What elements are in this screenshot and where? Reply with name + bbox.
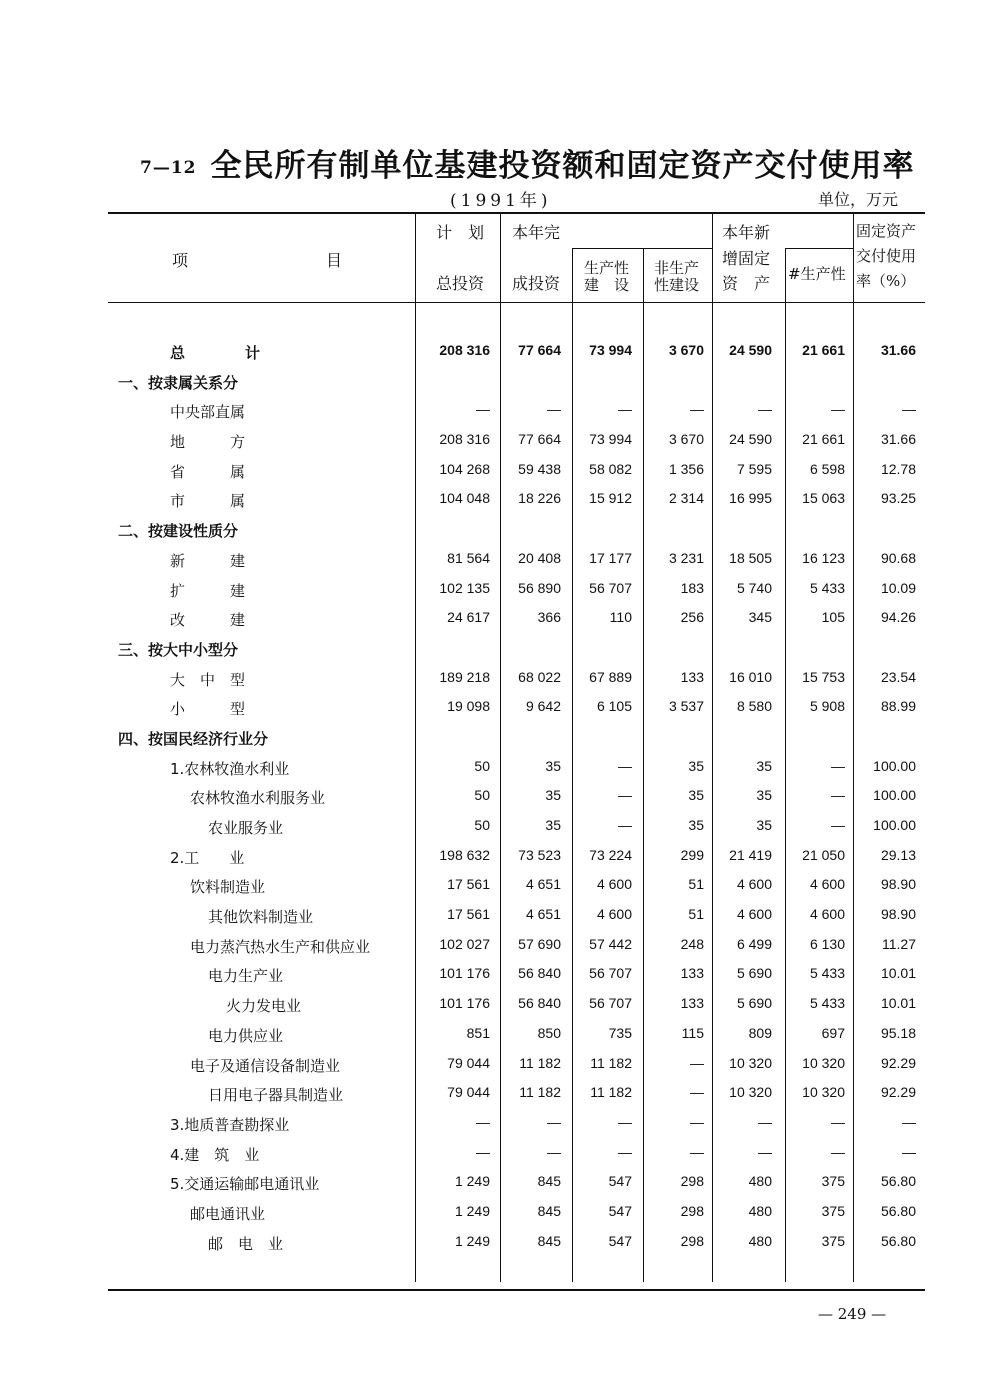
- row-value: 5 690: [736, 995, 772, 1012]
- row-value: —: [476, 1143, 490, 1160]
- row-value: 11 182: [519, 1084, 561, 1101]
- row-value: 208 316: [439, 431, 490, 448]
- table-row: [108, 1138, 925, 1168]
- row-value: 4 600: [809, 876, 845, 893]
- row-label: 三、按大中小型分: [118, 640, 239, 659]
- row-value: 15 063: [802, 490, 845, 507]
- header-productive-1: 生产性: [584, 259, 630, 277]
- row-value: 100.00: [873, 817, 916, 833]
- row-value: —: [618, 1113, 632, 1130]
- table-title: [140, 140, 915, 185]
- row-label: 1.农林牧渔水利业: [170, 759, 290, 778]
- row-value: 35: [756, 817, 772, 833]
- row-label: 饮料制造业: [190, 878, 266, 897]
- row-value: —: [902, 1143, 916, 1160]
- row-value: 101 176: [439, 965, 490, 982]
- row-value: 12.78: [880, 460, 916, 477]
- row-value: 809: [748, 1024, 772, 1041]
- row-value: 73 523: [518, 846, 561, 863]
- row-value: 6 130: [809, 935, 845, 952]
- table-row: [108, 366, 925, 396]
- row-value: 133: [680, 995, 704, 1012]
- row-value: 35: [545, 757, 561, 774]
- row-label: 总 计: [170, 344, 261, 362]
- row-value: 5 433: [809, 965, 845, 982]
- table-row: [108, 870, 925, 900]
- row-value: —: [547, 1143, 561, 1160]
- table-row: [108, 1049, 925, 1079]
- row-value: 73 224: [589, 846, 632, 863]
- row-value: 95.18: [880, 1024, 916, 1041]
- row-value: 850: [537, 1024, 561, 1041]
- row-value: 4 600: [736, 876, 772, 893]
- row-value: 21 050: [802, 846, 845, 863]
- row-value: 10 320: [729, 1084, 772, 1101]
- row-value: 4 600: [736, 906, 772, 923]
- row-value: 1 356: [668, 460, 704, 477]
- row-value: 104 268: [439, 460, 490, 477]
- row-value: 104 048: [439, 490, 490, 507]
- header-new-assets-1: 本年新: [722, 223, 771, 242]
- row-value: 11 182: [519, 1054, 561, 1071]
- row-value: 366: [537, 609, 561, 626]
- row-value: 189 218: [439, 668, 490, 685]
- row-value: 102 135: [439, 579, 490, 596]
- row-value: 56 890: [518, 579, 561, 596]
- row-value: 20 408: [518, 549, 561, 566]
- row-value: 21 419: [729, 846, 772, 863]
- row-label: 一、按隶属关系分: [118, 373, 239, 392]
- row-value: —: [618, 1143, 632, 1160]
- row-value: 21 661: [802, 431, 845, 448]
- row-value: 100.00: [873, 757, 916, 774]
- row-label: 电力供应业: [208, 1026, 284, 1045]
- header-rate-3: 率（%）: [856, 272, 916, 290]
- row-value: 547: [608, 1173, 632, 1190]
- row-value: 56.80: [880, 1173, 916, 1190]
- page-number: — 249 —: [818, 1305, 887, 1323]
- row-value: 3 670: [668, 431, 704, 448]
- table-row: [108, 900, 925, 930]
- row-value: 56.80: [880, 1232, 916, 1249]
- row-label: 电子及通信设备制造业: [190, 1056, 341, 1075]
- row-value: —: [476, 401, 490, 418]
- row-label: 4.建 筑 业: [170, 1145, 260, 1164]
- row-value: 18 226: [518, 490, 561, 507]
- table-row: [108, 811, 925, 841]
- table-row: [108, 633, 925, 663]
- row-value: 50: [474, 787, 490, 804]
- row-value: 4 600: [809, 906, 845, 923]
- row-value: 697: [821, 1024, 845, 1041]
- row-value: 298: [680, 1173, 704, 1190]
- row-value: —: [618, 787, 632, 804]
- row-value: 92.29: [880, 1054, 916, 1071]
- row-label: 中央部直属: [170, 403, 246, 422]
- table-row: [108, 603, 925, 633]
- row-value: 298: [680, 1232, 704, 1249]
- row-value: 35: [545, 817, 561, 833]
- table-row: [108, 1167, 925, 1197]
- row-value: 15 912: [589, 490, 632, 507]
- row-value: —: [690, 1113, 704, 1130]
- row-value: 94.26: [880, 609, 916, 626]
- row-value: 298: [680, 1202, 704, 1219]
- row-value: 1 249: [454, 1173, 490, 1190]
- row-value: 11 182: [590, 1084, 632, 1101]
- row-value: 10.01: [880, 965, 916, 982]
- row-value: 6 598: [809, 460, 845, 477]
- row-value: 56 707: [589, 965, 632, 982]
- row-label: 市 属: [170, 492, 246, 511]
- row-value: 5 740: [736, 579, 772, 596]
- top-rule: [108, 212, 925, 214]
- row-value: 15 753: [802, 668, 845, 685]
- table-row: [108, 959, 925, 989]
- row-value: 29.13: [880, 846, 916, 863]
- table-row: [108, 1108, 925, 1138]
- row-value: 23.54: [880, 668, 916, 685]
- row-value: 1 249: [454, 1202, 490, 1219]
- row-value: 10 320: [802, 1054, 845, 1071]
- header-item-2: 目: [326, 251, 343, 270]
- header-nonproductive-2: 性建设: [654, 276, 700, 294]
- row-value: 4 600: [596, 876, 632, 893]
- year-label: (1991年): [450, 191, 552, 211]
- row-value: —: [902, 401, 916, 418]
- row-value: 11 182: [590, 1054, 632, 1071]
- header-plan-2: 总投资: [436, 274, 485, 293]
- row-value: —: [831, 1143, 845, 1160]
- row-label: 二、按建设性质分: [118, 522, 239, 541]
- mid-header-rule-2: [785, 248, 853, 249]
- row-value: 35: [688, 757, 704, 774]
- table-row: [108, 930, 925, 960]
- row-value: 50: [474, 757, 490, 774]
- table-row: [108, 514, 925, 544]
- row-label: 新 建: [170, 551, 246, 570]
- row-label: 省 属: [170, 462, 246, 481]
- row-value: —: [476, 1113, 490, 1130]
- row-value: 102 027: [439, 935, 490, 952]
- row-value: 10 320: [729, 1054, 772, 1071]
- row-value: 110: [609, 609, 632, 626]
- row-label: 扩 建: [170, 581, 246, 600]
- header-rate-1: 固定资产: [856, 222, 917, 240]
- row-value: 79 044: [447, 1054, 490, 1071]
- row-value: 183: [680, 579, 704, 596]
- row-value: 10.01: [880, 995, 916, 1012]
- row-value: 35: [756, 787, 772, 804]
- row-value: 735: [608, 1024, 632, 1041]
- row-value: 547: [608, 1202, 632, 1219]
- row-value: 17 561: [447, 876, 490, 893]
- row-value: 10.09: [880, 579, 916, 596]
- row-label: 3.地质普查勘探业: [170, 1115, 290, 1134]
- table-row: [108, 989, 925, 1019]
- row-value: —: [758, 1113, 772, 1130]
- row-label: 电力蒸汽热水生产和供应业: [190, 937, 371, 956]
- row-label: 日用电子器具制造业: [208, 1086, 344, 1105]
- row-label: 邮电通讯业: [190, 1204, 266, 1223]
- header-productive-2: 建 设: [584, 276, 630, 294]
- header-rule: [108, 302, 925, 303]
- table-row: [108, 395, 925, 425]
- row-value: 9 642: [525, 698, 561, 715]
- row-value: 35: [545, 787, 561, 804]
- row-value: 73 994: [589, 431, 632, 448]
- row-value: 133: [680, 965, 704, 982]
- header-new-assets-2: 增固定: [722, 249, 771, 268]
- row-value: 56 707: [589, 579, 632, 596]
- row-value: 98.90: [880, 906, 916, 923]
- header-nonproductive-1: 非生产: [654, 259, 700, 277]
- table-row: [108, 781, 925, 811]
- row-value: 845: [537, 1202, 561, 1219]
- row-value: —: [618, 401, 632, 418]
- row-value: 17 561: [447, 906, 490, 923]
- row-value: 16 123: [802, 549, 845, 566]
- row-value: 480: [748, 1232, 772, 1249]
- row-value: 375: [821, 1232, 845, 1249]
- row-value: 16 010: [729, 668, 772, 685]
- row-value: 24 590: [729, 431, 772, 448]
- row-value: 57 690: [518, 935, 561, 952]
- row-label: 大 中 型: [170, 670, 246, 689]
- row-value: 57 442: [589, 935, 632, 952]
- row-value: —: [690, 1143, 704, 1160]
- row-value: 56 840: [518, 995, 561, 1012]
- row-value: 35: [688, 787, 704, 804]
- row-value: —: [618, 757, 632, 774]
- header-new-assets-3: 资 产: [722, 274, 771, 293]
- row-value: 4 651: [525, 906, 561, 923]
- table-title-text: 全民所有制单位基建投资额和固定资产交付使用率: [210, 148, 915, 184]
- row-value: 115: [681, 1024, 704, 1041]
- row-value: 8 580: [736, 698, 772, 715]
- row-value: 3 670: [668, 342, 704, 358]
- row-value: 90.68: [880, 549, 916, 566]
- row-label: 四、按国民经济行业分: [118, 729, 269, 748]
- row-value: 845: [537, 1232, 561, 1249]
- row-value: 101 176: [439, 995, 490, 1012]
- row-label: 农业服务业: [208, 819, 284, 837]
- row-value: 4 600: [596, 906, 632, 923]
- row-label: 其他饮料制造业: [208, 908, 314, 927]
- row-value: 133: [680, 668, 704, 685]
- row-value: 56 840: [518, 965, 561, 982]
- table-body: [108, 336, 925, 1256]
- row-value: 208 316: [439, 342, 490, 358]
- row-value: 58 082: [589, 460, 632, 477]
- row-value: 5 908: [809, 698, 845, 715]
- row-value: 77 664: [518, 342, 561, 358]
- row-value: 480: [748, 1202, 772, 1219]
- table-row: [108, 425, 925, 455]
- row-value: 35: [688, 817, 704, 833]
- header-rate-2: 交付使用: [856, 247, 917, 265]
- row-value: 50: [474, 817, 490, 833]
- row-label: 2.工 业: [170, 848, 245, 867]
- row-value: 92.29: [880, 1084, 916, 1101]
- table-row: [108, 484, 925, 514]
- row-value: 2 314: [668, 490, 704, 507]
- row-value: 31.66: [880, 431, 916, 448]
- row-value: —: [831, 401, 845, 418]
- table-row: [108, 1227, 925, 1257]
- row-value: 88.99: [880, 698, 916, 715]
- row-label: 农林牧渔水利服务业: [190, 789, 326, 808]
- row-value: —: [758, 1143, 772, 1160]
- table-row: [108, 692, 925, 722]
- row-value: 1 249: [454, 1232, 490, 1249]
- row-value: 5 433: [809, 995, 845, 1012]
- row-value: 24 590: [729, 342, 772, 358]
- row-value: 248: [680, 935, 704, 952]
- row-value: —: [547, 401, 561, 418]
- row-value: 98.90: [880, 876, 916, 893]
- row-label: 地 方: [170, 433, 246, 452]
- row-label: 电力生产业: [208, 967, 284, 986]
- row-value: 68 022: [518, 668, 561, 685]
- row-value: 6 499: [736, 935, 772, 952]
- header-item-1: 项: [172, 251, 189, 270]
- row-value: 81 564: [447, 549, 490, 566]
- row-value: —: [547, 1113, 561, 1130]
- row-value: 19 098: [447, 698, 490, 715]
- row-value: 18 505: [729, 549, 772, 566]
- row-value: 59 438: [518, 460, 561, 477]
- header-completed-2: 成投资: [512, 274, 561, 293]
- table-number: 7—12: [140, 157, 197, 178]
- row-value: 100.00: [873, 787, 916, 804]
- row-label: 邮 电 业: [208, 1234, 284, 1253]
- row-value: 375: [821, 1173, 845, 1190]
- row-value: 51: [688, 906, 704, 923]
- row-value: 17 177: [589, 549, 632, 566]
- header-completed-1: 本年完: [512, 223, 561, 242]
- table-row: [108, 1197, 925, 1227]
- table-row: [108, 1019, 925, 1049]
- mid-header-rule: [572, 248, 712, 249]
- table-row: [108, 544, 925, 574]
- row-value: —: [831, 757, 845, 774]
- row-value: 851: [466, 1024, 490, 1041]
- row-value: —: [758, 401, 772, 418]
- unit-label: 单位，万元: [818, 190, 899, 209]
- row-value: —: [831, 1113, 845, 1130]
- row-value: 845: [537, 1173, 561, 1190]
- row-value: 3 231: [668, 549, 704, 566]
- row-value: 16 995: [729, 490, 772, 507]
- row-value: 198 632: [439, 846, 490, 863]
- row-value: 24 617: [447, 609, 490, 626]
- row-value: 547: [608, 1232, 632, 1249]
- row-value: 56.80: [880, 1202, 916, 1219]
- row-label: 火力发电业: [226, 997, 302, 1016]
- row-value: 10 320: [802, 1084, 845, 1101]
- row-value: —: [690, 1084, 704, 1101]
- table-row: [108, 722, 925, 752]
- row-label: 改 建: [170, 611, 246, 630]
- row-value: 3 537: [668, 698, 704, 715]
- header-plan-1: 计 划: [436, 223, 485, 242]
- row-value: 56 707: [589, 995, 632, 1012]
- row-value: 51: [688, 876, 704, 893]
- row-value: 11.27: [882, 935, 916, 952]
- row-value: 77 664: [518, 431, 561, 448]
- table-row: [108, 574, 925, 604]
- row-value: —: [690, 401, 704, 418]
- row-value: —: [618, 817, 632, 833]
- bottom-rule: [108, 1289, 925, 1291]
- table-row: [108, 1078, 925, 1108]
- row-value: 480: [748, 1173, 772, 1190]
- table-row: [108, 663, 925, 693]
- row-value: 256: [680, 609, 704, 626]
- table-row: [108, 841, 925, 871]
- row-value: 105: [821, 609, 845, 626]
- table-row: [108, 455, 925, 485]
- row-value: 4 651: [525, 876, 561, 893]
- table-row: [108, 752, 925, 782]
- row-value: —: [831, 787, 845, 804]
- table-row: [108, 336, 925, 366]
- row-value: 67 889: [589, 668, 632, 685]
- header-productive-assets: #生产性: [788, 265, 846, 283]
- row-value: 5 433: [809, 579, 845, 596]
- row-value: 79 044: [447, 1084, 490, 1101]
- row-value: 35: [756, 757, 772, 774]
- row-label: 小 型: [170, 700, 246, 719]
- row-value: —: [902, 1113, 916, 1130]
- row-value: 299: [680, 846, 704, 863]
- row-value: 345: [748, 609, 772, 626]
- row-value: 375: [821, 1202, 845, 1219]
- row-value: 21 661: [802, 342, 845, 358]
- row-label: 5.交通运输邮电通讯业: [170, 1175, 320, 1194]
- row-value: —: [690, 1054, 704, 1071]
- row-value: —: [831, 817, 845, 833]
- row-value: 31.66: [880, 342, 916, 358]
- row-value: 7 595: [736, 460, 772, 477]
- row-value: 5 690: [736, 965, 772, 982]
- row-value: 93.25: [880, 490, 916, 507]
- row-value: 73 994: [589, 342, 632, 358]
- row-value: 6 105: [596, 698, 632, 715]
